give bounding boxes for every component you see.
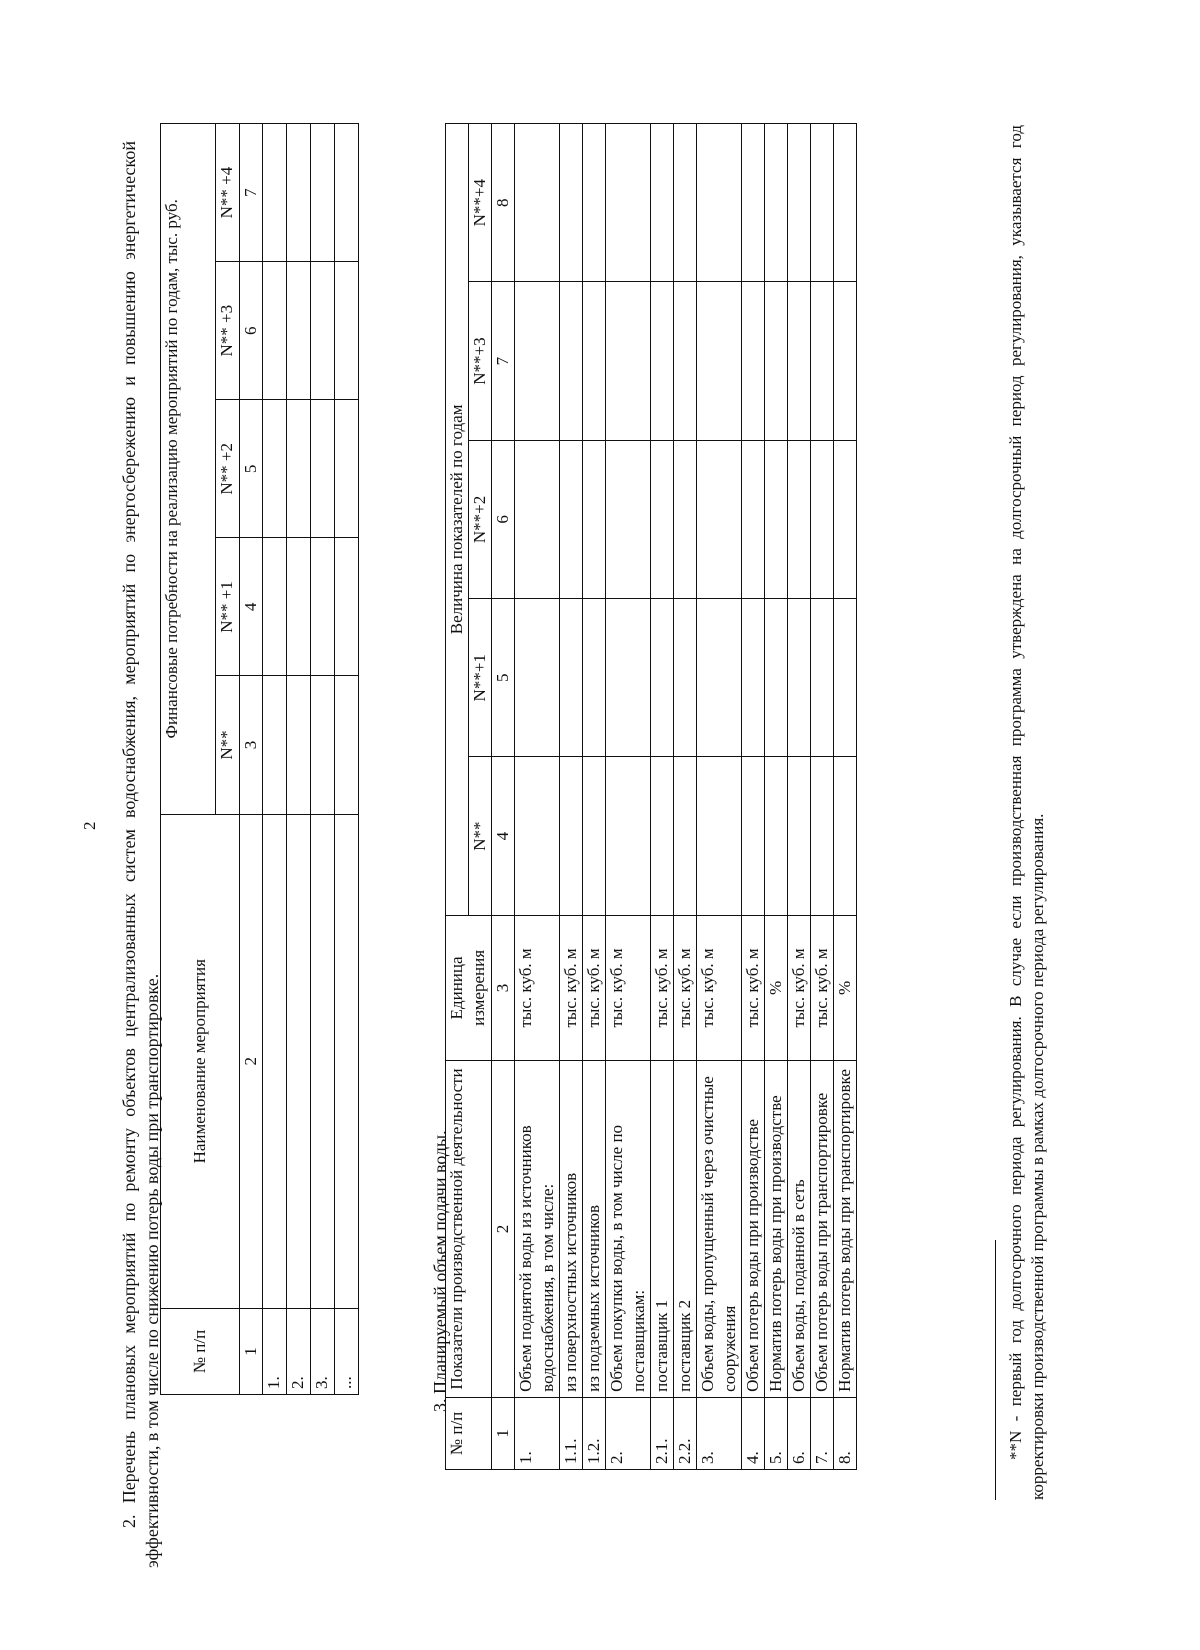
empty-cell (287, 814, 311, 1308)
row-number: 3. (311, 1308, 335, 1394)
empty-cell (674, 599, 697, 757)
activities-table (160, 123, 359, 1395)
row-number: 8. (834, 1397, 857, 1469)
empty-cell (606, 757, 651, 915)
column-number: 4 (240, 538, 263, 676)
row-number: 3. (697, 1397, 742, 1469)
col-values-header: Величина показателей по годам (446, 124, 469, 916)
empty-cell (311, 538, 335, 676)
empty-cell (515, 757, 560, 915)
empty-cell (606, 124, 651, 282)
year-header: N**+4 (469, 124, 492, 282)
indicator-name: из поверхностных источников (560, 1061, 583, 1398)
table-row (697, 124, 742, 1470)
row-number: 5. (765, 1397, 788, 1469)
indicator-name: Объем потерь воды при транспортировке (811, 1061, 834, 1398)
empty-cell (697, 440, 742, 598)
empty-cell (583, 282, 606, 440)
column-number: 2 (492, 1061, 515, 1398)
unit: % (765, 915, 788, 1060)
year-header: N** +1 (216, 538, 240, 676)
empty-cell (811, 124, 834, 282)
table-row (811, 124, 834, 1470)
empty-cell (335, 262, 359, 400)
empty-cell (651, 124, 674, 282)
empty-cell (697, 757, 742, 915)
indicator-name: поставщик 1 (651, 1061, 674, 1398)
footnote-rule (995, 1240, 996, 1500)
empty-cell (263, 676, 287, 814)
empty-cell (263, 124, 287, 262)
year-header: N** (469, 757, 492, 915)
empty-cell (263, 538, 287, 676)
indicator-name: Норматив потерь воды при производстве (765, 1061, 788, 1398)
row-number: 7. (811, 1397, 834, 1469)
year-header: N** +3 (216, 262, 240, 400)
empty-cell (834, 757, 857, 915)
empty-cell (287, 676, 311, 814)
empty-cell (263, 400, 287, 538)
empty-cell (335, 676, 359, 814)
indicator-name: Норматив потерь воды при транспортировке (834, 1061, 857, 1398)
empty-cell (765, 599, 788, 757)
table-row (335, 124, 359, 1395)
empty-cell (765, 282, 788, 440)
empty-cell (560, 599, 583, 757)
empty-cell (311, 124, 335, 262)
column-number: 2 (240, 814, 263, 1308)
section3-heading: 3. Планируемый объем подачи воды. (430, 1130, 450, 1412)
empty-cell (674, 124, 697, 282)
empty-cell (765, 440, 788, 598)
column-number: 6 (240, 262, 263, 400)
page-number: 2 (80, 821, 99, 830)
empty-cell (834, 599, 857, 757)
row-number: 1.2. (583, 1397, 606, 1469)
table-row (515, 124, 560, 1470)
row-number: 1. (263, 1308, 287, 1394)
column-number: 6 (492, 440, 515, 598)
table-row (651, 124, 674, 1470)
empty-cell (834, 282, 857, 440)
unit: тыс. куб. м (560, 915, 583, 1060)
column-number: 3 (240, 676, 263, 814)
empty-cell (287, 538, 311, 676)
empty-cell (515, 282, 560, 440)
unit: тыс. куб. м (583, 915, 606, 1060)
empty-cell (515, 599, 560, 757)
empty-cell (651, 440, 674, 598)
empty-cell (742, 124, 765, 282)
empty-cell (788, 124, 811, 282)
empty-cell (335, 124, 359, 262)
col-finance-header: Финансовые потребности на реализацию мероприятий по годам, тыс. руб. (161, 124, 216, 815)
column-number: 4 (492, 757, 515, 915)
row-number: ... (335, 1308, 359, 1394)
empty-cell (311, 814, 335, 1308)
table-row (583, 124, 606, 1470)
year-header: N**+1 (469, 599, 492, 757)
empty-cell (560, 282, 583, 440)
empty-cell (515, 440, 560, 598)
table-row (742, 124, 765, 1470)
col-unit-header: Единица измерения (446, 915, 492, 1060)
unit: тыс. куб. м (811, 915, 834, 1060)
empty-cell (335, 814, 359, 1308)
indicator-name: Объем воды, поданной в сеть (788, 1061, 811, 1398)
empty-cell (742, 440, 765, 598)
empty-cell (834, 440, 857, 598)
row-number: 2.1. (651, 1397, 674, 1469)
empty-cell (263, 814, 287, 1308)
year-header: N** +4 (216, 124, 240, 262)
empty-cell (674, 757, 697, 915)
empty-cell (788, 757, 811, 915)
empty-cell (834, 124, 857, 282)
unit: % (834, 915, 857, 1060)
empty-cell (674, 282, 697, 440)
unit: тыс. куб. м (788, 915, 811, 1060)
indicator-name: Объем покупки воды, в том числе по поставщикам: (606, 1061, 651, 1398)
empty-cell (811, 282, 834, 440)
empty-cell (560, 440, 583, 598)
row-number: 2. (606, 1397, 651, 1469)
empty-cell (788, 440, 811, 598)
empty-cell (560, 757, 583, 915)
indicator-name: поставщик 2 (674, 1061, 697, 1398)
footnote-text: **N - первый год долгосрочного периода регулирования. В случае если производственная программа утверждена на долгосрочный период регулирования, указывается год корректировки производственной программы в рамках долгосрочного периода регулирования. (1006, 125, 1047, 1500)
empty-cell (651, 282, 674, 440)
empty-cell (560, 124, 583, 282)
empty-cell (697, 599, 742, 757)
row-number: 2.2. (674, 1397, 697, 1469)
empty-cell (263, 262, 287, 400)
section2-heading: 2. Перечень плановых мероприятий по ремонту объектов централизованных систем водоснабжения, мероприятий по энергосбережению и повышению энергетической эффективности, в том числе по снижению потерь воды при транспортировке. (119, 141, 162, 1568)
year-header: N**+3 (469, 282, 492, 440)
row-number: 1.1. (560, 1397, 583, 1469)
table-row (834, 124, 857, 1470)
col-no-header: № п/п (446, 1397, 492, 1469)
row-number: 6. (788, 1397, 811, 1469)
unit: тыс. куб. м (606, 915, 651, 1060)
empty-cell (742, 599, 765, 757)
table-row (674, 124, 697, 1470)
empty-cell (811, 599, 834, 757)
empty-cell (287, 124, 311, 262)
row-number: 4. (742, 1397, 765, 1469)
empty-cell (515, 124, 560, 282)
empty-cell (311, 262, 335, 400)
empty-cell (742, 757, 765, 915)
empty-cell (788, 599, 811, 757)
indicator-name: из подземных источников (583, 1061, 606, 1398)
table-row (263, 124, 287, 1395)
empty-cell (742, 282, 765, 440)
table-row (287, 124, 311, 1395)
unit: тыс. куб. м (742, 915, 765, 1060)
empty-cell (583, 599, 606, 757)
row-number: 1. (515, 1397, 560, 1469)
year-header: N**+2 (469, 440, 492, 598)
empty-cell (651, 599, 674, 757)
empty-cell (583, 757, 606, 915)
empty-cell (311, 676, 335, 814)
year-header: N** (216, 676, 240, 814)
indicator-name: Объем потерь воды при производстве (742, 1061, 765, 1398)
col-name-header: Наименование мероприятия (161, 814, 240, 1308)
empty-cell (651, 757, 674, 915)
unit: тыс. куб. м (515, 915, 560, 1060)
empty-cell (335, 400, 359, 538)
empty-cell (765, 124, 788, 282)
empty-cell (811, 440, 834, 598)
indicator-name: Объем поднятой воды из источников водоснабжения, в том числе: (515, 1061, 560, 1398)
column-number: 7 (240, 124, 263, 262)
column-number: 8 (492, 124, 515, 282)
empty-cell (765, 757, 788, 915)
empty-cell (335, 538, 359, 676)
indicator-name: Объем воды, пропущенный через очистные сооружения (697, 1061, 742, 1398)
unit: тыс. куб. м (674, 915, 697, 1060)
empty-cell (287, 262, 311, 400)
column-number: 5 (240, 400, 263, 538)
empty-cell (311, 400, 335, 538)
col-no-header: № п/п (161, 1308, 240, 1394)
empty-cell (697, 124, 742, 282)
column-number: 7 (492, 282, 515, 440)
year-header: N** +2 (216, 400, 240, 538)
empty-cell (606, 282, 651, 440)
empty-cell (583, 124, 606, 282)
table-row (765, 124, 788, 1470)
column-number: 1 (240, 1308, 263, 1394)
empty-cell (788, 282, 811, 440)
empty-cell (287, 400, 311, 538)
row-number: 2. (287, 1308, 311, 1394)
empty-cell (674, 440, 697, 598)
unit: тыс. куб. м (697, 915, 742, 1060)
col-indicator-header: Показатели производственной деятельности (446, 1061, 492, 1398)
table-row (311, 124, 335, 1395)
footnote (1005, 125, 1049, 1500)
water-supply-table (445, 123, 857, 1470)
table-row (788, 124, 811, 1470)
table-row (560, 124, 583, 1470)
empty-cell (811, 757, 834, 915)
column-number: 3 (492, 915, 515, 1060)
unit: тыс. куб. м (651, 915, 674, 1060)
column-number: 5 (492, 599, 515, 757)
table-row (606, 124, 651, 1470)
empty-cell (583, 440, 606, 598)
column-number: 1 (492, 1397, 515, 1469)
empty-cell (606, 440, 651, 598)
empty-cell (697, 282, 742, 440)
empty-cell (606, 599, 651, 757)
